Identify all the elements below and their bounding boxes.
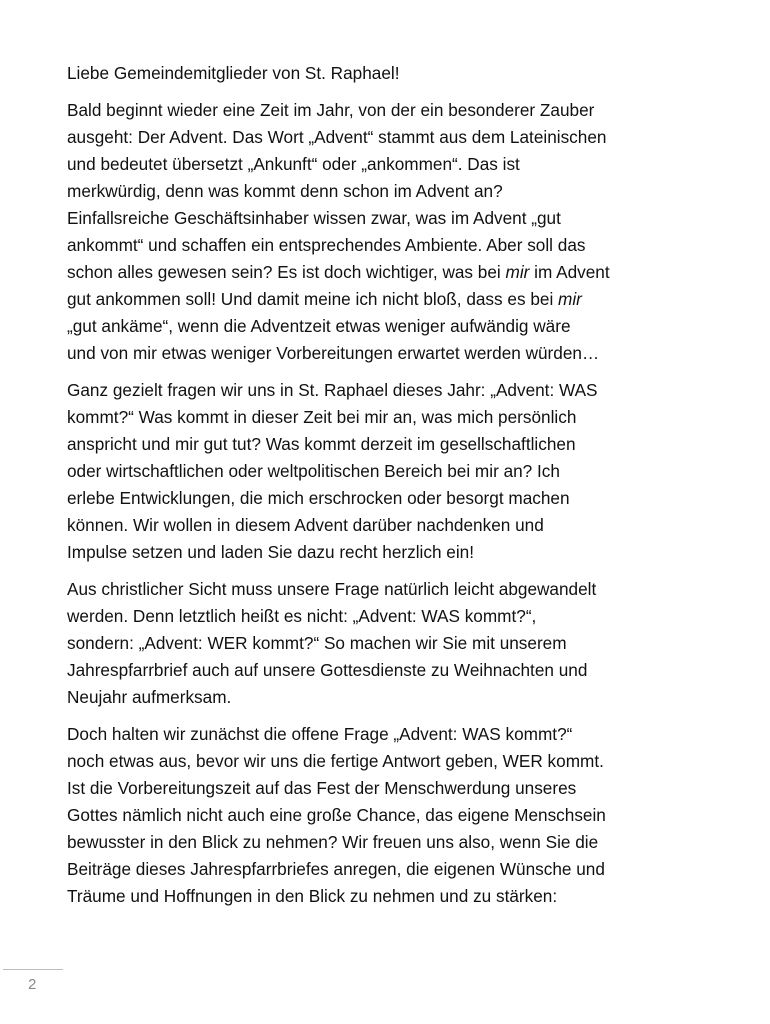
text-line: kommt?“ Was kommt in dieser Zeit bei mir an, was mich persönlich: [67, 407, 577, 427]
text-line: Einfallsreiche Geschäftsinhaber wissen zwar, was im Advent „gut: [67, 208, 561, 228]
text-line: Impulse setzen und laden Sie dazu recht herzlich ein!: [67, 542, 475, 562]
text-line: merkwürdig, denn was kommt denn schon im Advent an?: [67, 181, 503, 201]
body-paragraph: [67, 721, 717, 910]
text-line: bewusster in den Blick zu nehmen? Wir freuen uns also, wenn Sie die: [67, 832, 599, 852]
text-segment: im Advent: [529, 262, 610, 282]
footer-divider: [3, 969, 63, 970]
page-number: 2: [28, 976, 37, 993]
text-line: Beiträge dieses Jahrespfarrbriefes anregen, die eigenen Wünsche und: [67, 859, 605, 879]
text-line: anspricht und mir gut tut? Was kommt derzeit im gesellschaftlichen: [67, 434, 576, 454]
text-line: Träume und Hoffnungen in den Blick zu nehmen und zu stärken:: [67, 886, 558, 906]
text-line: Neujahr aufmerksam.: [67, 687, 232, 707]
document-body: [67, 60, 717, 920]
body-paragraph: [67, 97, 717, 367]
text-line: Ganz gezielt fragen wir uns in St. Raphael dieses Jahr: „Advent: WAS: [67, 380, 598, 400]
salutation: [67, 60, 717, 87]
text-line: oder wirtschaftlichen oder weltpolitischen Bereich bei mir an? Ich: [67, 461, 560, 481]
salutation-text: Liebe Gemeindemitglieder von St. Raphael!: [67, 63, 400, 83]
text-line: Bald beginnt wieder eine Zeit im Jahr, von der ein besonderer Zauber: [67, 100, 595, 120]
text-segment: gut ankommen soll! Und damit meine ich nicht bloß, dass es bei: [67, 289, 559, 309]
text-line: werden. Denn letztlich heißt es nicht: „Advent: WAS kommt?“,: [67, 606, 537, 626]
text-line: [67, 259, 717, 286]
text-line: ankommt“ und schaffen ein entsprechendes Ambiente. Aber soll das: [67, 235, 586, 255]
text-line: und bedeutet übersetzt „Ankunft“ oder „ankommen“. Das ist: [67, 154, 520, 174]
text-line: Gottes nämlich nicht auch eine große Chance, das eigene Menschsein: [67, 805, 606, 825]
text-line: ausgeht: Der Advent. Das Wort „Advent“ stammt aus dem Lateinischen: [67, 127, 607, 147]
text-line: [67, 286, 717, 313]
text-segment: schon alles gewesen sein? Es ist doch wichtiger, was bei: [67, 262, 506, 282]
emphasized-word: mir: [558, 289, 582, 309]
text-line: „gut ankäme“, wenn die Adventzeit etwas weniger aufwändig wäre: [67, 316, 571, 336]
text-line: sondern: „Advent: WER kommt?“ So machen wir Sie mit unserem: [67, 633, 567, 653]
text-line: noch etwas aus, bevor wir uns die fertige Antwort geben, WER kommt.: [67, 751, 604, 771]
text-line: und von mir etwas weniger Vorbereitungen erwartet werden würden…: [67, 343, 600, 363]
text-line: Doch halten wir zunächst die offene Frage „Advent: WAS kommt?“: [67, 724, 573, 744]
text-line: erlebe Entwicklungen, die mich erschrocken oder besorgt machen: [67, 488, 570, 508]
text-line: Ist die Vorbereitungszeit auf das Fest der Menschwerdung unseres: [67, 778, 577, 798]
paragraphs: [67, 97, 717, 910]
body-paragraph: [67, 377, 717, 566]
emphasized-word: mir: [505, 262, 530, 282]
text-line: Jahrespfarrbrief auch auf unsere Gottesdienste zu Weihnachten und: [67, 660, 588, 680]
body-paragraph: [67, 576, 717, 711]
text-line: können. Wir wollen in diesem Advent darüber nachdenken und: [67, 515, 544, 535]
text-line: Aus christlicher Sicht muss unsere Frage natürlich leicht abgewandelt: [67, 579, 597, 599]
